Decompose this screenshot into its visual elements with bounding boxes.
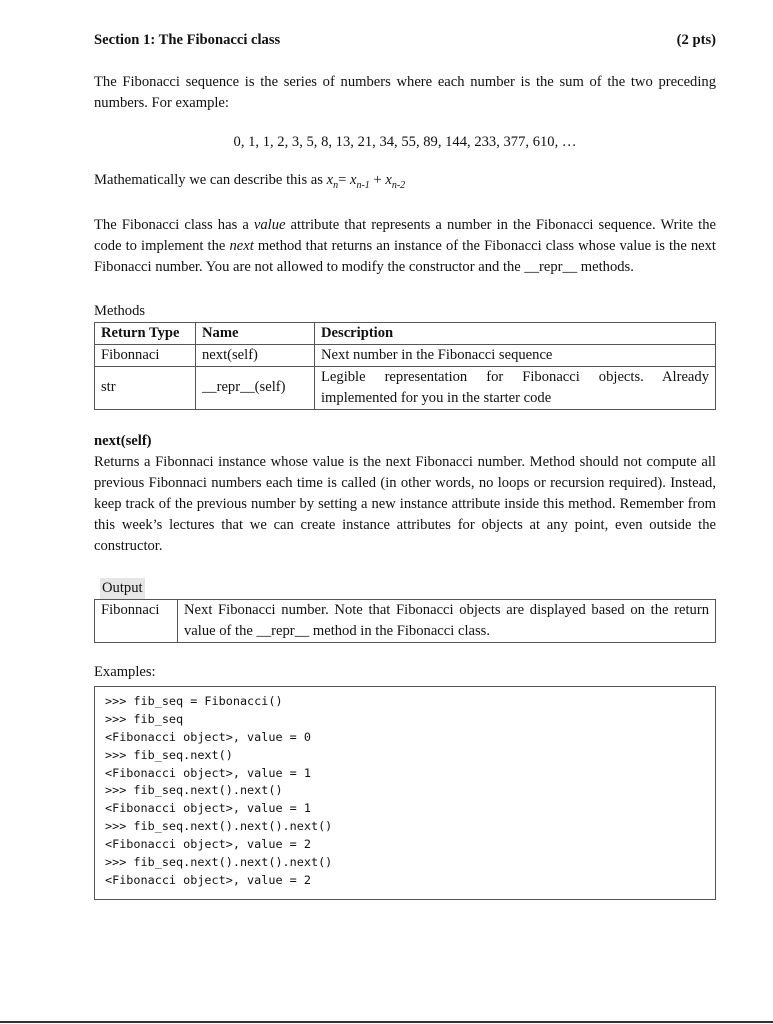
code-line: >>> fib_seq [105,711,184,726]
methods-table [94,322,716,410]
page-bottom-rule [0,1021,773,1023]
code-line: >>> fib_seq.next().next() [105,783,283,798]
code-line: <Fibonacci object>, value = 1 [105,801,311,816]
code-line: >>> fib_seq.next().next().next() [105,855,333,870]
code-line: <Fibonacci object>, value = 0 [105,729,311,744]
table-cell: next(self) [196,344,315,366]
code-line: <Fibonacci object>, value = 2 [105,872,311,887]
next-method-heading: next(self) [94,432,152,449]
table-cell: __repr__(self) [196,366,315,409]
sequence-example: 0, 1, 1, 2, 3, 5, 8, 13, 21, 34, 55, 89, 144, 233, 377, 610, … [233,134,577,150]
methods-caption: Methods [94,302,146,319]
class-description: The Fibonacci class has a value attribute that represents a number in the Fibonacci sequence. Write the code to implement the next method that returns an instance of the Fibonacci class whose value is the next Fibonacci number. You are not allowed to modify the constructor and the __repr__ methods. [94,216,716,275]
section-header [94,30,716,51]
output-caption [94,578,716,599]
code-line: >>> fib_seq.next() [105,747,233,762]
table-row [95,366,716,409]
output-label: Output [100,578,145,599]
table-cell: Fibonnaci [95,599,178,642]
code-line: <Fibonacci object>, value = 2 [105,837,311,852]
section-title: Section 1: The Fibonacci class [94,32,281,48]
table-row [95,344,716,366]
section-points: (2 pts) [676,32,716,48]
code-line: >>> fib_seq.next().next().next() [105,819,333,834]
document-page [94,30,716,900]
table-cell: Next number in the Fibonacci sequence [315,344,716,366]
table-cell: Next Fibonacci number. Note that Fibonacci objects are displayed based on the return value of the __repr__ method in the Fibonacci class. [178,599,716,642]
math-formula: Mathematically we can describe this as $x_n= x_{n-1} + x_{n-2}$ [94,172,406,191]
code-line: >>> fib_seq = Fibonacci() [105,693,283,708]
table-header-row [95,322,716,344]
table-cell: Legible representation for Fibonacci objects. Already implemented for you in the starter code [315,366,716,409]
code-line: <Fibonacci object>, value = 1 [105,765,311,780]
column-header: Description [315,322,716,344]
column-header: Return Type [95,322,196,344]
output-table [94,599,716,643]
intro-paragraph: The Fibonacci sequence is the series of numbers where each number is the sum of the two preceding numbers. For example: [94,74,716,111]
table-row [95,599,716,642]
column-header: Name [196,322,315,344]
next-method-description: Returns a Fibonnaci instance whose value is the next Fibonacci number. Method should not compute all previous Fibonnaci numbers each time is called (in other words, no loops or recursion required). Instead, keep track of the previous number by setting a new instance attribute inside this method. Remember from this week’s lectures that we can create instance attributes for objects at any point, even outside the constructor. [94,453,716,554]
table-cell: Fibonnaci [95,344,196,366]
table-cell: str [95,366,196,409]
examples-caption: Examples: [94,663,156,680]
code-example-block [94,686,716,900]
